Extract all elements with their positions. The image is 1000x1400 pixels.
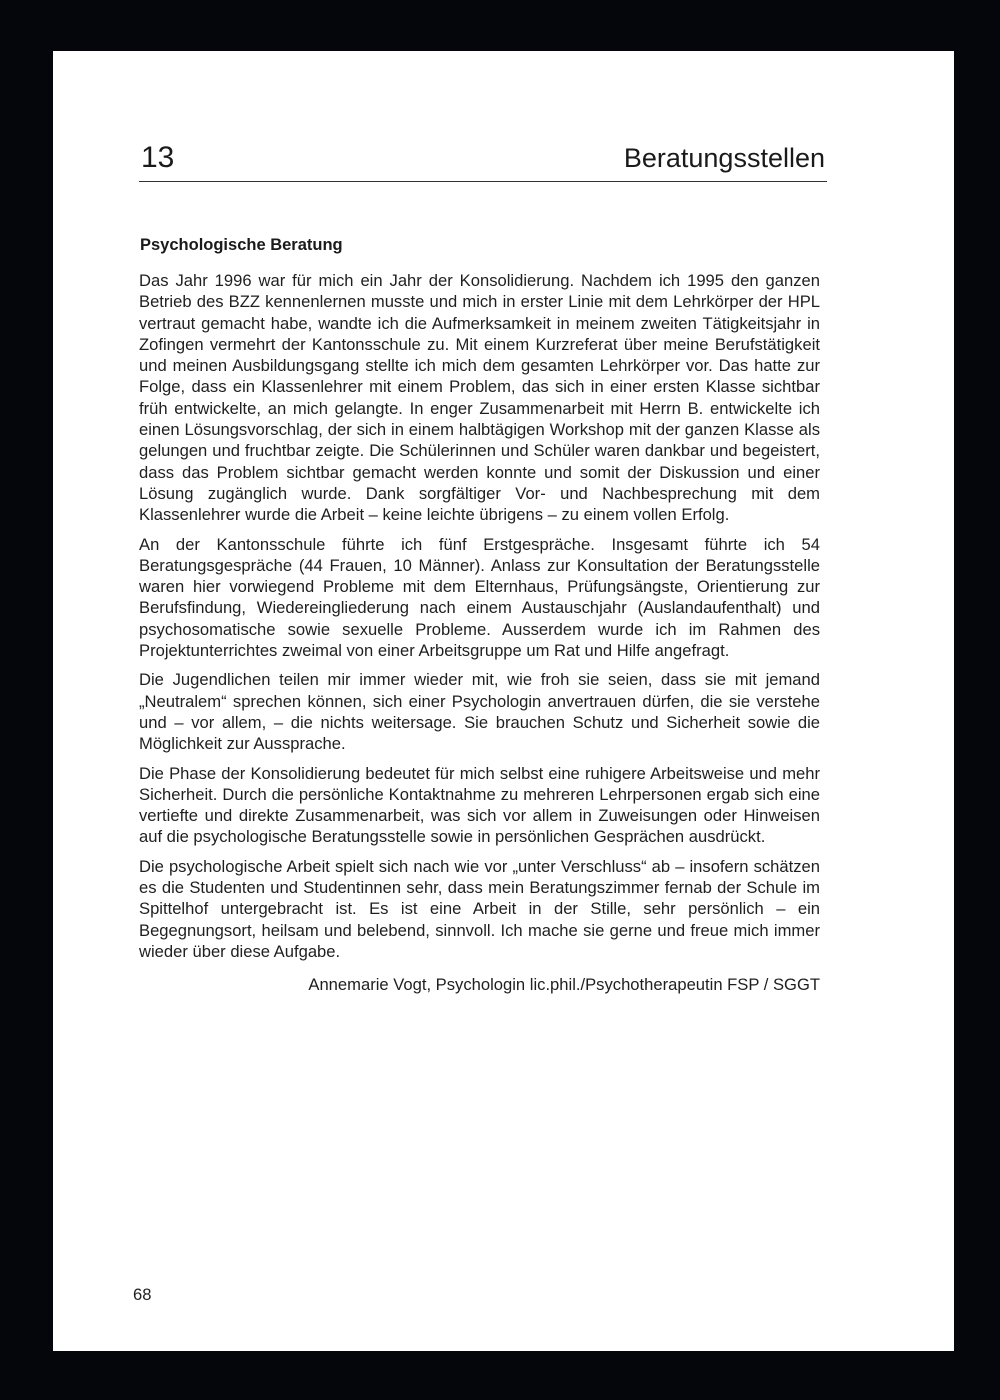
article-body (139, 270, 820, 995)
paragraph-collaboration: Die Phase der Konsolidierung bedeutet für mich selbst eine ruhigere Arbeitsweise und mehr Sicherheit. Durch die persönliche Kontaktnahme zu mehreren Lehrpersonen ergab sich eine vertiefte und direkte Zusammenarbeit, was sich vor allem in Zuweisungen oder Hinweisen auf die psychologische Beratungsstelle sowie in persönlichen Gesprächen ausdrückt. (139, 763, 820, 847)
chapter-title: Beratungsstellen (623, 143, 825, 173)
paragraph-confidential-work: Die psychologische Arbeit spielt sich nach wie vor „unter Verschluss“ ab – insofern schätzen es die Studenten und Studentinnen sehr, dass mein Beratungszimmer fernab der Schule im Spittelhof untergebracht ist. Es ist eine Arbeit in der Stille, sehr persönlich – ein Begegnungsort, heilsam und belebend, sinnvoll. Ich mache sie gerne und freue mich immer wieder über diese Aufgabe. (139, 856, 820, 961)
document-page (53, 51, 954, 1351)
paragraph-youth-feedback: Die Jugendlichen teilen mir immer wieder mit, wie froh sie seien, dass sie mit jemand „Neutralem“ sprechen können, sich einer Psychologin anvertrauen dürfen, die sie verstehe und – vor allem, – die nichts weitersage. Sie brauchen Schutz und Sicherheit sowie die Möglichkeit zur Aussprache. (139, 670, 820, 754)
author-signature: Annemarie Vogt, Psychologin lic.phil./Psychotherapeutin FSP / SGGT (308, 975, 820, 995)
section-title: Psychologische Beratung (140, 236, 343, 254)
chapter-header (139, 139, 827, 182)
page-number: 68 (133, 1285, 152, 1304)
paragraph-consolidation: Das Jahr 1996 war für mich ein Jahr der Konsolidierung. Nachdem ich 1995 den ganzen Betrieb des BZZ kennenlernen musste und mich in erster Linie mit dem Lehrkörper der HPL vertraut gemacht habe, wandte ich die Aufmerksamkeit in meinem zweiten Tätigkeitsjahr in Zofingen vermehrt der Kantonsschule zu. Mit einem Kurzreferat über meine Berufstätigkeit und meinen Ausbildungsgang stellte ich mich dem gesamten Lehrkörper vor. Das hatte zur Folge, dass ein Klassenlehrer mit einem Problem, das sich in einer ersten Klasse sichtbar früh entwickelte, an mich gelangte. In enger Zusammenarbeit mit Herrn B. entwickelte ich einen Lösungsvorschlag, der sich in einem halbtägigen Workshop mit der ganzen Klasse als gelungen und fruchtbar zeigte. Die Schülerinnen und Schüler waren dankbar und begeistert, dass das Problem sichtbar gemacht werden konnte und somit der Diskussion und einer Lösung zugänglich wurde. Dank sorgfältiger Vor- und Nachbesprechung mit dem Klassenlehrer wurde die Arbeit – keine leichte übrigens – zu einem vollen Erfolg. (139, 271, 820, 525)
paragraph-consultations: An der Kantonsschule führte ich fünf Erstgespräche. Insgesamt führte ich 54 Beratungsgespräche (44 Frauen, 10 Männer). Anlass zur Konsultation der Beratungsstelle waren hier vorwiegend Probleme mit dem Elternhaus, Prüfungsängste, Orientierung zur Berufsfindung, Wiedereingliederung nach einem Austauschjahr (Auslandaufenthalt) und psychosomatische sowie sexuelle Probleme. Ausserdem wurde ich im Rahmen des Projektunterrichtes zweimal von einer Arbeitsgruppe um Rat und Hilfe angefragt. (139, 534, 820, 661)
chapter-number: 13 (141, 141, 175, 174)
